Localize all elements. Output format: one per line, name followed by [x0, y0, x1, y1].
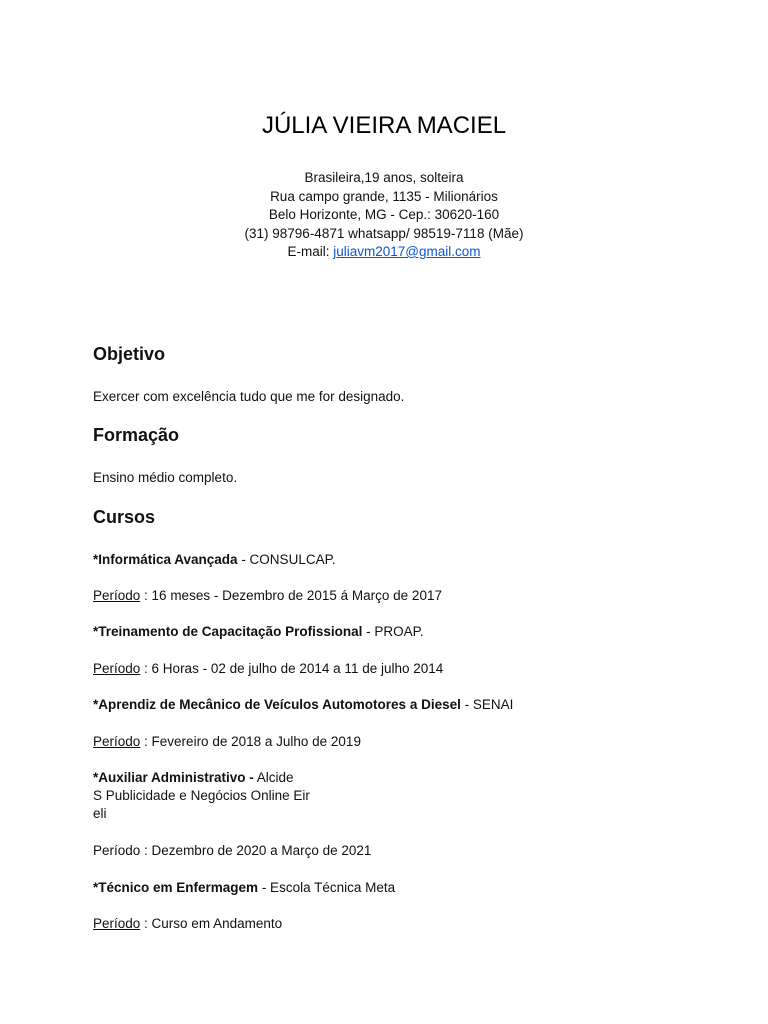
course-title-line — [93, 879, 395, 898]
period-text: : Dezembro de 2020 a Março de 2021 — [140, 843, 372, 858]
course-institution: - CONSULCAP. — [237, 552, 336, 567]
course-period-line — [93, 842, 371, 861]
course-institution: Alcide — [253, 770, 294, 785]
period-text: : Fevereiro de 2018 a Julho de 2019 — [140, 734, 361, 749]
course-title: *Treinamento de Capacitação Profissional — [93, 624, 363, 639]
period-label: Período — [93, 916, 141, 931]
course-title: *Aprendiz de Mecânico de Veículos Automotores a Diesel — [93, 697, 461, 712]
course-institution: - PROAP. — [362, 624, 424, 639]
course-title-line — [93, 623, 424, 642]
course-institution-line: S Publicidade e Negócios Online Eir — [93, 788, 310, 803]
course-institution-line: eli — [93, 806, 107, 821]
course-title-line — [93, 769, 294, 788]
candidate-name: JÚLIA VIEIRA MACIEL — [261, 112, 507, 139]
email-link[interactable]: juliavm2017@gmail.com — [333, 244, 481, 259]
formacao-text: Ensino médio completo. — [93, 470, 238, 485]
course-title: *Informática Avançada — [93, 552, 238, 567]
period-label: Período — [93, 734, 141, 749]
course-period-line — [93, 915, 282, 934]
email-label: E-mail: — [287, 244, 334, 259]
period-text: : 6 Horas - 02 de julho de 2014 a 11 de julho 2014 — [140, 661, 444, 676]
course-period-line — [93, 733, 361, 752]
course-institution: - SENAI — [460, 697, 514, 712]
period-label: Período — [93, 843, 141, 858]
course-period-line — [93, 660, 443, 679]
course-title: *Auxiliar Administrativo - — [93, 770, 254, 785]
nationality-line: Brasileira,19 anos, solteira — [304, 170, 464, 185]
objetivo-heading: Objetivo — [93, 344, 166, 364]
course-title: *Técnico em Enfermagem — [93, 880, 259, 895]
period-text: : 16 meses - Dezembro de 2015 á Março de 2017 — [140, 588, 442, 603]
email-line — [0, 243, 768, 262]
course-title-line — [93, 696, 513, 715]
course-period-line — [93, 587, 442, 606]
course-institution: - Escola Técnica Meta — [258, 880, 396, 895]
period-text: : Curso em Andamento — [140, 916, 283, 931]
period-label: Período — [93, 661, 141, 676]
cursos-heading: Cursos — [93, 507, 156, 527]
objetivo-text: Exercer com excelência tudo que me for designado. — [93, 389, 405, 404]
address-line: Rua campo grande, 1135 - Milionários — [270, 188, 498, 204]
phone-line: (31) 98796-4871 whatsapp/ 98519-7118 (Mãe) — [244, 225, 524, 241]
course-title-line — [93, 551, 336, 570]
period-label: Período — [93, 588, 141, 603]
contact-info — [0, 169, 768, 262]
city-line: Belo Horizonte, MG - Cep.: 30620-160 — [268, 207, 500, 222]
formacao-heading: Formação — [93, 425, 180, 445]
